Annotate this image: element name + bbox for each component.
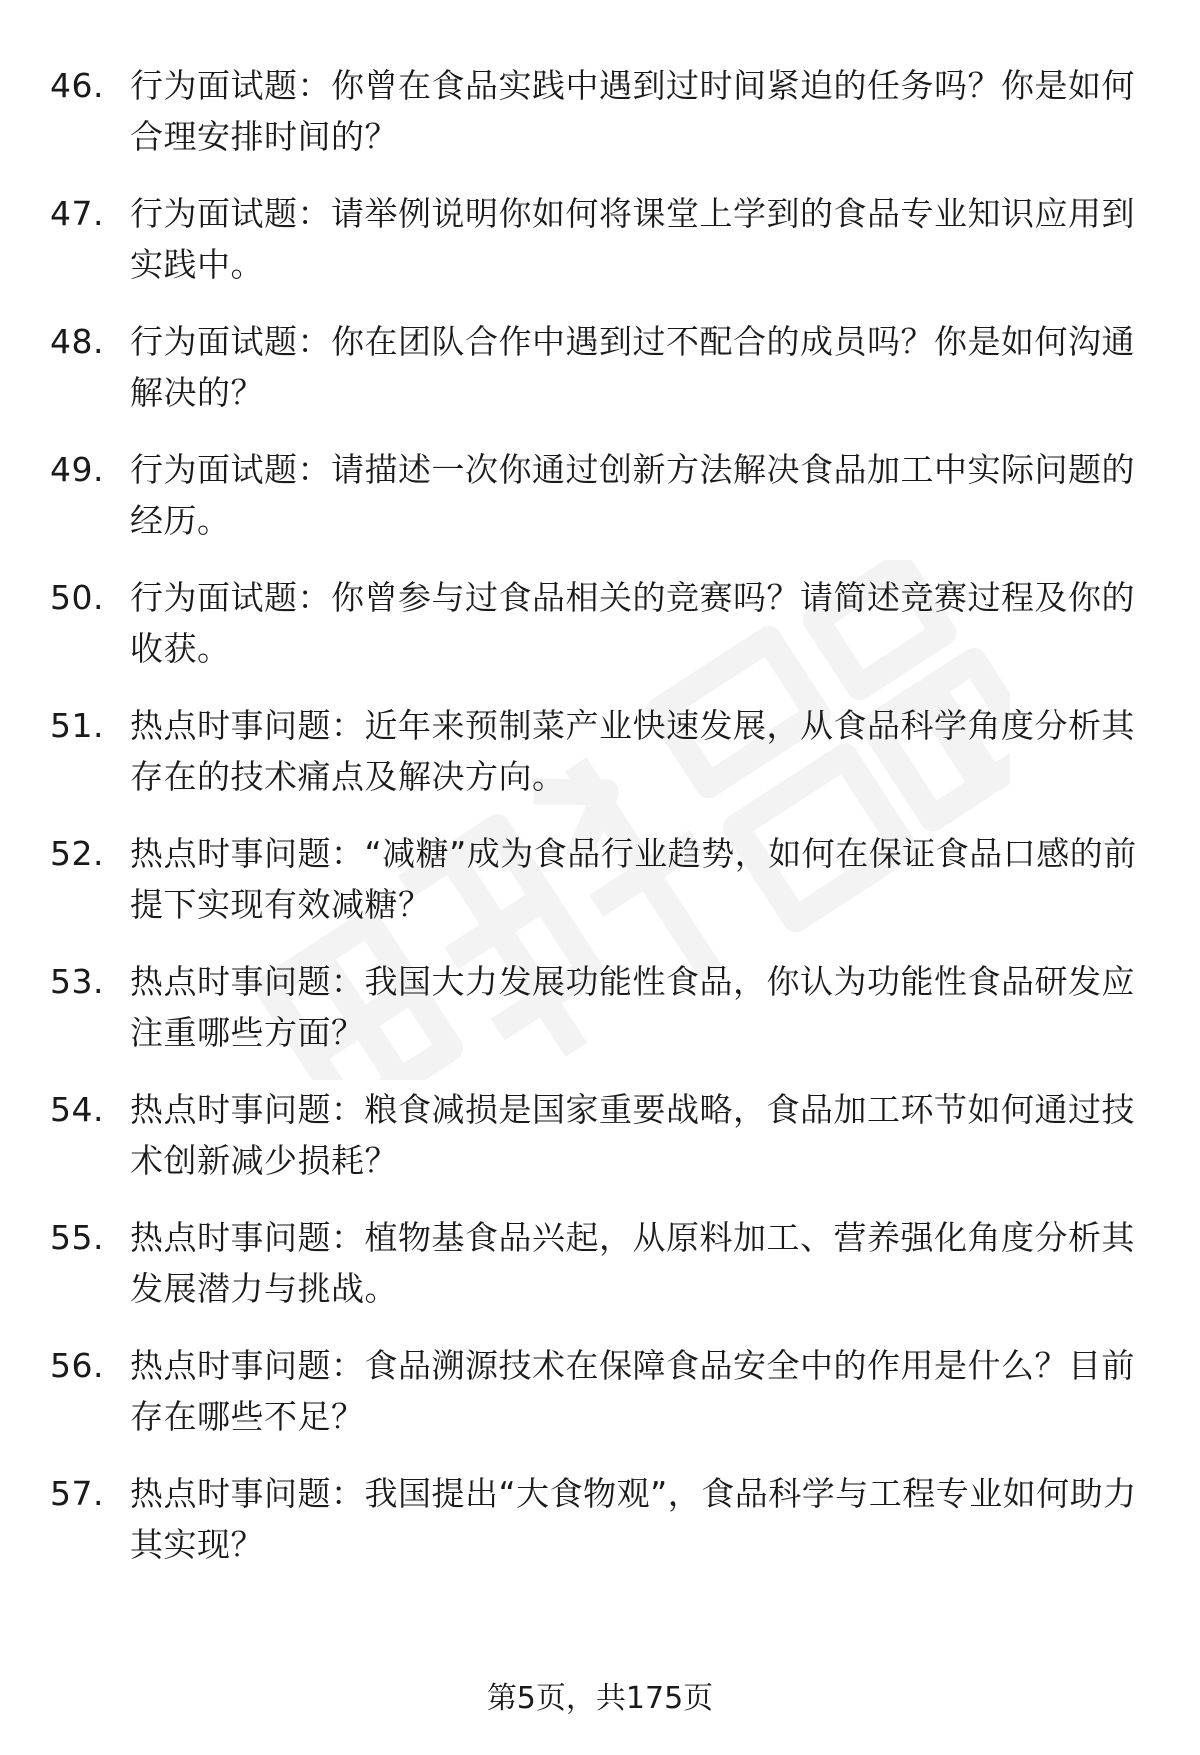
question-text: 行为面试题：你曾在食品实践中遇到过时间紧迫的任务吗？你是如何合理安排时间的？ bbox=[130, 66, 1135, 156]
question-number: 49. bbox=[50, 450, 104, 489]
question-item bbox=[50, 316, 1140, 418]
question-number: 48. bbox=[50, 322, 104, 361]
question-text: 热点时事问题：植物基食品兴起，从原料加工、营养强化角度分析其发展潜力与挑战。 bbox=[130, 1218, 1135, 1308]
question-item bbox=[50, 700, 1140, 802]
question-text: 行为面试题：你在团队合作中遇到过不配合的成员吗？你是如何沟通解决的？ bbox=[130, 322, 1135, 412]
question-text: 热点时事问题：我国提出“大食物观”，食品科学与工程专业如何助力其实现？ bbox=[130, 1474, 1137, 1564]
question-item bbox=[50, 60, 1140, 162]
question-item bbox=[50, 828, 1140, 930]
question-text: 行为面试题：请描述一次你通过创新方法解决食品加工中实际问题的经历。 bbox=[130, 450, 1135, 540]
question-item bbox=[50, 188, 1140, 290]
question-number: 46. bbox=[50, 66, 104, 105]
question-item bbox=[50, 956, 1140, 1058]
question-number: 55. bbox=[50, 1218, 104, 1257]
question-item bbox=[50, 1468, 1140, 1570]
question-number: 53. bbox=[50, 962, 104, 1001]
question-list bbox=[50, 60, 1140, 1596]
question-number: 57. bbox=[50, 1474, 104, 1513]
question-item bbox=[50, 1340, 1140, 1442]
question-item bbox=[50, 1212, 1140, 1314]
question-text: 热点时事问题：粮食减损是国家重要战略，食品加工环节如何通过技术创新减少损耗？ bbox=[130, 1090, 1135, 1180]
question-text: 行为面试题：你曾参与过食品相关的竞赛吗？请简述竞赛过程及你的收获。 bbox=[130, 578, 1135, 668]
question-text: 热点时事问题：“减糖”成为食品行业趋势，如何在保证食品口感的前提下实现有效减糖？ bbox=[130, 834, 1137, 924]
question-number: 56. bbox=[50, 1346, 104, 1385]
question-number: 54. bbox=[50, 1090, 104, 1129]
question-item bbox=[50, 1084, 1140, 1186]
question-item bbox=[50, 572, 1140, 674]
question-number: 52. bbox=[50, 834, 104, 873]
page-indicator: 第5页，共175页 bbox=[486, 1681, 714, 1716]
question-number: 50. bbox=[50, 578, 104, 617]
page-footer bbox=[0, 1679, 1200, 1719]
question-text: 行为面试题：请举例说明你如何将课堂上学到的食品专业知识应用到实践中。 bbox=[130, 194, 1135, 284]
question-number: 47. bbox=[50, 194, 104, 233]
question-item bbox=[50, 444, 1140, 546]
question-text: 热点时事问题：食品溯源技术在保障食品安全中的作用是什么？目前存在哪些不足？ bbox=[130, 1346, 1135, 1436]
question-text: 热点时事问题：近年来预制菜产业快速发展，从食品科学角度分析其存在的技术痛点及解决方向。 bbox=[130, 706, 1135, 796]
question-text: 热点时事问题：我国大力发展功能性食品，你认为功能性食品研发应注重哪些方面？ bbox=[130, 962, 1135, 1052]
question-number: 51. bbox=[50, 706, 104, 745]
